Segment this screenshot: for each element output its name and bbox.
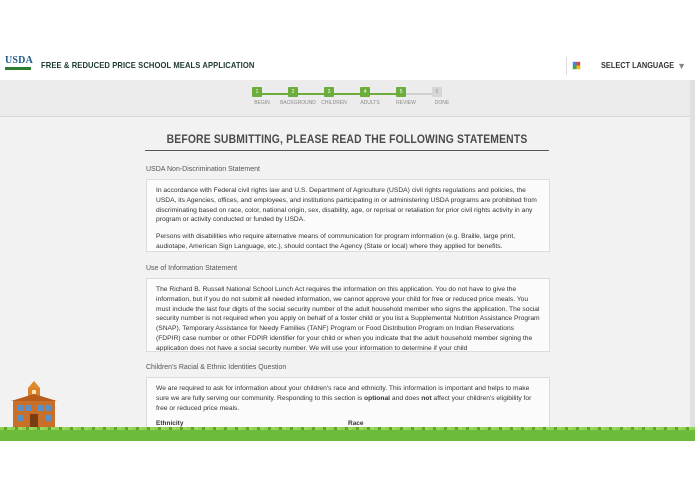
progress-line-remaining <box>406 93 434 95</box>
use-of-information-paragraph: The Richard B. Russell National School Lunch Act requires the information on this application. You do not have to give the information, but if you do not submit all needed information, we cannot approve your child for free or reduced price meals. You must include the last four digits of the social security number of the adult household member who signs the application. The social security number is not required when you apply on behalf of a foster child or you list a Supplemental Nutrition Assistance Program (SNAP), Temporary Assistance for Needy Families (TANF) Program or Food Distribution Program on Indian Reservations (FDPIR) case number or other FDPIR identifier for your child or when you indicate that the adult household member signing the application does not have a social security number. We will use your information to determine if your child <box>156 286 540 352</box>
section-title-use-of-information: Use of Information Statement <box>146 265 238 272</box>
racial-ethnic-box <box>146 377 550 434</box>
step-label-begin: BEGIN <box>254 100 270 106</box>
racial-ethnic-text-1: We are required to ask for information about your children's race and ethnicity. This information is important and helps to make sure we are fully serving our community. Responding to this section is <box>156 385 530 402</box>
nondiscrimination-paragraph-2: Persons with disabilities who require alternative means of communication for program information (e.g. Braille, large print, audiotape, American Sign Language, etc.), should contact the Agency (State or local) where they applied for benefits. <box>156 233 516 250</box>
step-label-review: REVIEW <box>396 100 416 106</box>
step-done: 6 <box>432 87 442 97</box>
section-title-racial-ethnic: Children's Racial & Ethnic Identities Question <box>146 364 287 371</box>
step-review[interactable]: 5 <box>396 87 406 97</box>
step-label-children: CHILDREN <box>321 100 347 106</box>
ethnicity-label: Ethnicity <box>156 420 184 427</box>
step-label-background: BACKGROUND <box>280 100 316 106</box>
race-label: Race <box>348 420 364 427</box>
usda-logo[interactable] <box>5 55 34 78</box>
optional-emphasis: optional <box>364 394 391 402</box>
use-of-information-box[interactable] <box>146 278 550 352</box>
racial-ethnic-paragraph <box>147 384 549 413</box>
grass-texture <box>0 427 695 430</box>
chevron-down-icon[interactable]: ▼ <box>677 61 686 71</box>
language-label: SELECT LANGUAGE <box>601 61 675 70</box>
not-emphasis: not <box>421 394 432 402</box>
progress-tracker <box>0 80 690 117</box>
step-label-done: DONE <box>434 100 450 106</box>
page-scrollbar[interactable] <box>690 80 695 440</box>
step-begin[interactable]: 1 <box>252 87 262 97</box>
nondiscrimination-paragraph-1: In accordance with Federal civil rights law and U.S. Department of Agriculture (USDA) civil rights regulations and policies, the USDA, its Agencies, offices, and employees, and institutions participating in or administering USDA programs are prohibited from discriminating based on race, color, national origin, sex, disability, age, or reprisal or retaliation for prior civil rights activity in any program or activity conducted or funded by USDA. <box>156 187 537 224</box>
step-label-adults: ADULTS <box>360 100 380 106</box>
google-translate-icon <box>572 61 581 70</box>
step-background[interactable]: 2 <box>288 87 298 97</box>
language-selector[interactable] <box>566 57 691 75</box>
top-header <box>0 52 695 81</box>
usda-logo-bar <box>5 67 31 70</box>
heading-divider <box>145 150 549 151</box>
page-title: BEFORE SUBMITTING, PLEASE READ THE FOLLOWING STATEMENTS <box>166 134 528 146</box>
step-children[interactable]: 3 <box>324 87 334 97</box>
usda-logo-text: USDA <box>5 55 34 66</box>
nondiscrimination-statement-box[interactable] <box>146 179 550 252</box>
racial-ethnic-text-3: affect your children's eligibility for free or reduced price meals. <box>156 394 532 412</box>
section-title-nondiscrimination: USDA Non-Discrimination Statement <box>146 166 260 173</box>
app-title: FREE & REDUCED PRICE SCHOOL MEALS APPLICATION <box>41 61 255 70</box>
racial-ethnic-text-2: and does <box>390 394 422 402</box>
step-adults[interactable]: 4 <box>360 87 370 97</box>
school-building-icon <box>11 381 57 427</box>
